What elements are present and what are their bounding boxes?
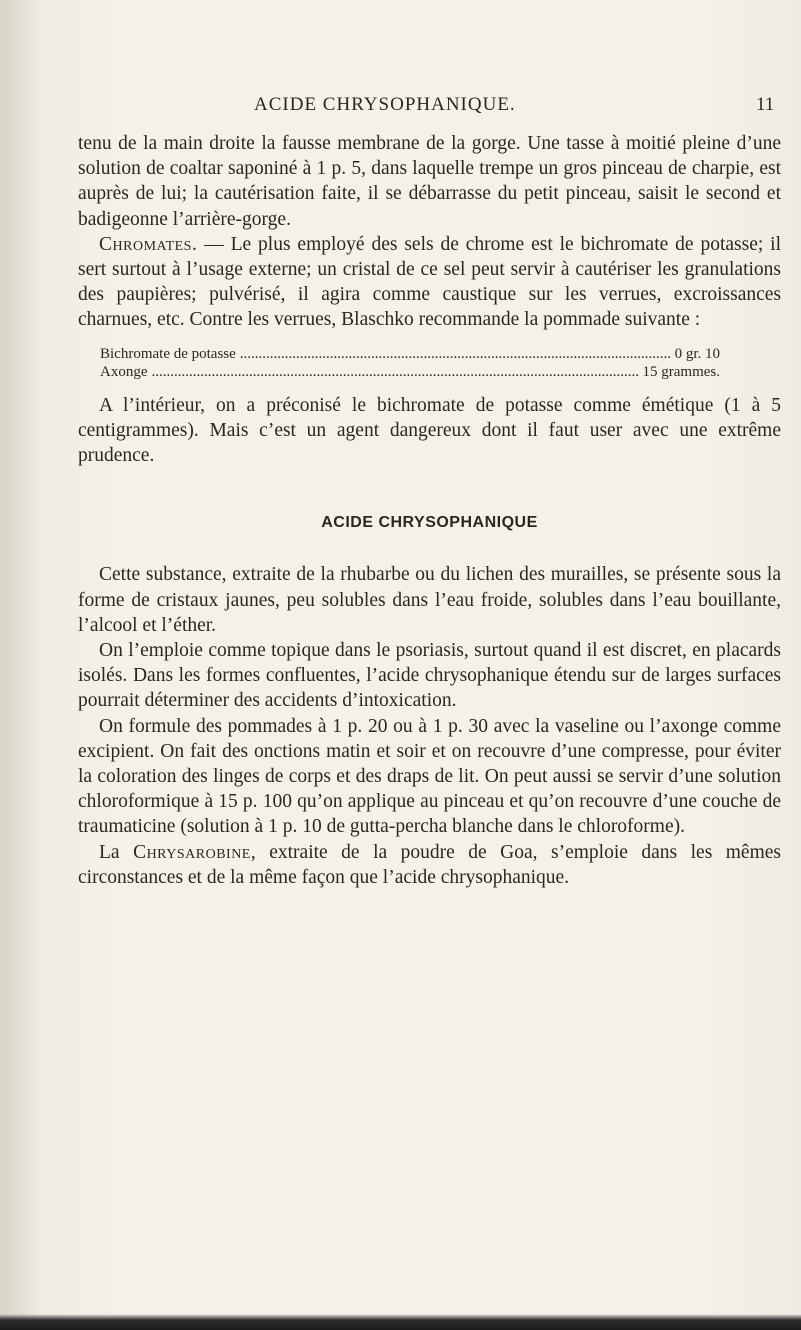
chrysarobine-lead: La: [99, 841, 134, 863]
recipe-ingredient: Bichromate de potasse: [100, 345, 236, 362]
recipe-quantity: 0 gr. 10: [674, 345, 720, 362]
section-title: ACIDE CHRYSOPHANIQUE: [321, 514, 538, 532]
recipe-table: [100, 345, 720, 381]
running-head-title: ACIDE CHRYSOPHANIQUE.: [254, 94, 516, 115]
running-head: [0, 94, 801, 122]
body-text: [78, 131, 781, 890]
paragraph-formulation: On formule des pommades à 1 p. 20 ou à 1 p. 30 avec la vaseline ou l’axonge comme excipient. On fait des onctions matin et soir et on recouvre d’une compresse, pour éviter la coloration des linges de corps et des draps de lit. On peut aussi se servir d’une solution chloroformique à 15 p. 100 qu’on applique au pinceau et qu’on recouvre d’une couche de traumaticine (solution à 1 p. 10 de gutta-percha blanche dans le chloroforme).: [78, 715, 781, 838]
leader-dots: [152, 363, 639, 381]
paragraph-chromates: [78, 232, 781, 333]
paragraph-chrysarobine: [78, 840, 781, 890]
recipe-row: [100, 345, 720, 363]
leader-dots: [240, 345, 671, 363]
paragraph-continued: tenu de la main droite la fausse membrane de la gorge. Une tasse à moitié pleine d’une solution de coaltar saponiné à 1 p. 5, dans laquelle trempe un gros pinceau de charpie, est auprès de lui; la cautérisation faite, il se débarrasse du petit pinceau, saisit le second et badigeonne l’arrière-gorge.: [78, 133, 781, 230]
chrysarobine-term: Chrysarobine: [133, 841, 251, 863]
recipe-row: [100, 363, 720, 381]
page-number: 11: [756, 94, 775, 115]
page-bottom-edge: [0, 1314, 801, 1330]
chrysarobine-text: , extraite de la poudre de Goa, s’emploie dans les mêmes circonstances et de la même façon que l’acide chrysophanique.: [78, 841, 781, 888]
paragraph-internal-use: A l’intérieur, on a préconisé le bichromate de potasse comme émétique (1 à 5 centigrammes). Mais c’est un agent dangereux dont il faut user avec une extrême prudence.: [78, 394, 781, 467]
chromates-heading: Chromates.: [99, 233, 198, 255]
chromates-text: — Le plus employé des sels de chrome est le bichromate de potasse; il sert surtout à l’usage externe; un cristal de ce sel peut servir à cautériser les granulations des paupières; pulvérisé, il agira comme caustique sur les verrues, excroissances charnues, etc. Contre les verrues, Blaschko recommande la pommade suivante :: [78, 233, 781, 331]
recipe-quantity: 15 grammes.: [642, 363, 720, 380]
page-gutter-shadow: [0, 0, 40, 1330]
paragraph-usage: On l’emploie comme topique dans le psoriasis, surtout quand il est discret, en placards isolés. Dans les formes confluentes, l’acide chrysophanique étendu sur de larges surfaces pourrait déterminer des accidents d’intoxication.: [78, 640, 781, 712]
paragraph-description: Cette substance, extraite de la rhubarbe ou du lichen des murailles, se présente sous la forme de cristaux jaunes, peu solubles dans l’eau froide, solubles dans l’eau bouillante, l’alcool et l’éther.: [78, 564, 781, 636]
recipe-ingredient: Axonge: [100, 363, 148, 380]
